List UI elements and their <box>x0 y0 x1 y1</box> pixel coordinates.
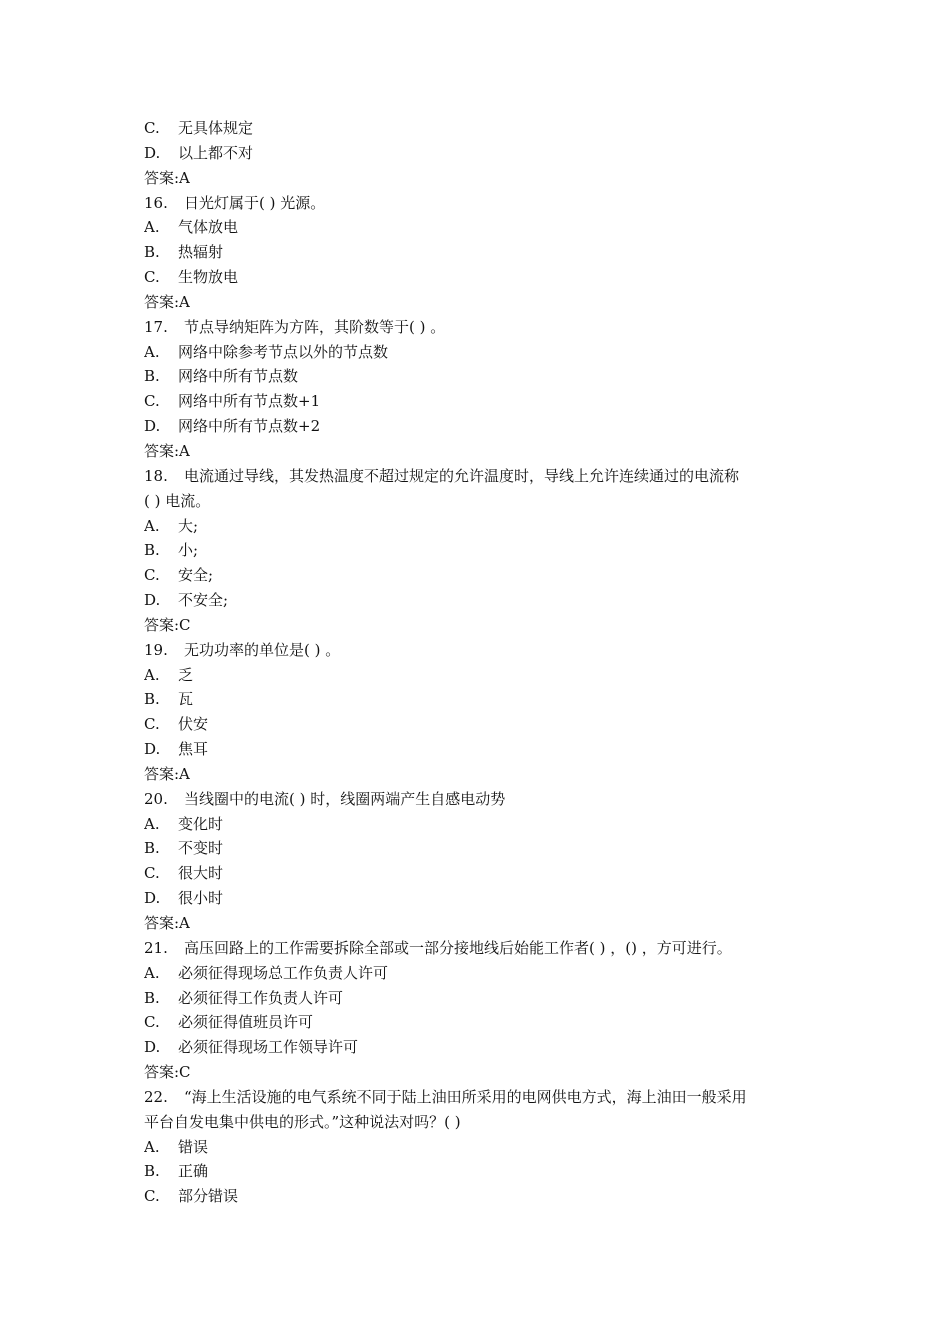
answer-option <box>144 141 824 166</box>
option-label: C. <box>144 392 160 411</box>
question-text: 电流通过导线，其发热温度不超过规定的允许温度时，导线上允许连续通过的电流称 <box>184 466 740 485</box>
option-label: C. <box>144 566 160 585</box>
answer-option <box>144 1035 824 1060</box>
option-text: 安全; <box>178 566 214 585</box>
answer-key: 答案:A <box>144 168 190 187</box>
question-text-continued: ( ) 电流。 <box>144 491 211 510</box>
option-label: D. <box>144 417 161 436</box>
answer-key: 答案:A <box>144 764 190 783</box>
question-text: 无功功率的单位是( ) 。 <box>184 640 341 659</box>
question-text: 高压回路上的工作需要拆除全部或一部分接地线后始能工作者( ) ，() ，方可进行。 <box>184 938 732 957</box>
option-text: 生物放电 <box>178 268 239 287</box>
question <box>144 1085 824 1110</box>
answer-option <box>144 812 824 837</box>
option-label: B. <box>144 1162 160 1181</box>
option-text: 热辐射 <box>178 243 224 262</box>
answer-key: 答案:C <box>144 615 191 634</box>
option-label: A. <box>144 665 160 684</box>
answer-option <box>144 861 824 886</box>
question-text: 节点导纳矩阵为方阵，其阶数等于( ) 。 <box>184 317 446 336</box>
answer-option <box>144 588 824 613</box>
question <box>144 191 824 216</box>
option-label: A. <box>144 1137 160 1156</box>
option-text: 乏 <box>178 665 194 684</box>
question-number: 22. <box>144 1087 168 1106</box>
document-page <box>144 116 824 1209</box>
option-text: 大; <box>178 516 199 535</box>
answer-option <box>144 538 824 563</box>
option-label: A. <box>144 516 160 535</box>
option-text: 网络中所有节点数+1 <box>178 392 321 411</box>
answer-option <box>144 836 824 861</box>
option-label: D. <box>144 1038 161 1057</box>
question <box>144 787 824 812</box>
option-label: B. <box>144 367 160 386</box>
answer-option <box>144 340 824 365</box>
option-text: 必须征得值班员许可 <box>178 1013 314 1032</box>
question-number: 17. <box>144 317 168 336</box>
option-text: 气体放电 <box>178 218 239 237</box>
option-label: B. <box>144 988 160 1007</box>
answer-option <box>144 265 824 290</box>
option-label: D. <box>144 740 161 759</box>
question-text-continued: 平台自发电集中供电的形式。”这种说法对吗？( ) <box>144 1112 461 1131</box>
option-label: C. <box>144 715 160 734</box>
option-text: 不安全; <box>178 591 229 610</box>
option-text: 无具体规定 <box>178 119 254 137</box>
option-label: C. <box>144 119 160 137</box>
answer-option <box>144 1184 824 1209</box>
option-text: 伏安 <box>178 715 209 734</box>
answer-option <box>144 514 824 539</box>
option-label: C. <box>144 864 160 883</box>
option-text: 必须征得现场总工作负责人许可 <box>178 963 389 982</box>
option-label: B. <box>144 243 160 262</box>
answer-option <box>144 389 824 414</box>
question <box>144 638 824 663</box>
option-label: D. <box>144 591 161 610</box>
option-text: 不变时 <box>178 839 224 858</box>
option-text: 网络中所有节点数 <box>178 367 299 386</box>
option-label: B. <box>144 541 160 560</box>
answer-option <box>144 240 824 265</box>
option-label: C. <box>144 268 160 287</box>
option-label: B. <box>144 690 160 709</box>
answer-key: 答案:A <box>144 292 190 311</box>
option-label: C. <box>144 1187 160 1206</box>
option-text: 以上都不对 <box>178 143 254 162</box>
answer-option <box>144 215 824 240</box>
option-text: 焦耳 <box>178 740 209 759</box>
question-number: 20. <box>144 789 168 808</box>
question-text: 当线圈中的电流( ) 时，线圈两端产生自感电动势 <box>184 789 506 808</box>
option-label: A. <box>144 814 160 833</box>
option-label: A. <box>144 218 160 237</box>
question <box>144 936 824 961</box>
question-number: 18. <box>144 466 168 485</box>
option-text: 很大时 <box>178 864 224 883</box>
option-text: 小; <box>178 541 199 560</box>
option-text: 错误 <box>178 1137 209 1156</box>
question-text: “海上生活设施的电气系统不同于陆上油田所采用的电网供电方式，海上油田一般采用 <box>184 1087 747 1106</box>
option-text: 很小时 <box>178 889 224 908</box>
option-text: 网络中除参考节点以外的节点数 <box>178 342 389 361</box>
question-number: 21. <box>144 938 168 957</box>
answer-option <box>144 1135 824 1160</box>
option-text: 瓦 <box>178 690 194 709</box>
question <box>144 464 824 489</box>
option-text: 正确 <box>178 1162 209 1181</box>
answer-option <box>144 712 824 737</box>
option-label: D. <box>144 143 161 162</box>
answer-option <box>144 1159 824 1184</box>
answer-option <box>144 961 824 986</box>
answer-key: 答案:A <box>144 914 190 932</box>
answer-option <box>144 563 824 588</box>
answer-key: 答案:C <box>144 1063 191 1082</box>
option-label: A. <box>144 342 160 361</box>
answer-option <box>144 687 824 712</box>
option-label: A. <box>144 963 160 982</box>
answer-option <box>144 663 824 688</box>
question <box>144 315 824 340</box>
question-number: 16. <box>144 193 168 212</box>
option-text: 网络中所有节点数+2 <box>178 417 321 436</box>
option-text: 部分错误 <box>178 1187 239 1206</box>
option-label: C. <box>144 1013 160 1032</box>
option-label: D. <box>144 889 161 908</box>
option-text: 必须征得工作负责人许可 <box>178 988 344 1007</box>
answer-option <box>144 116 824 141</box>
answer-key: 答案:A <box>144 441 190 460</box>
option-text: 变化时 <box>178 814 224 833</box>
option-label: B. <box>144 839 160 858</box>
answer-option <box>144 737 824 762</box>
answer-option <box>144 364 824 389</box>
answer-option <box>144 414 824 439</box>
answer-option <box>144 886 824 911</box>
answer-option <box>144 1010 824 1035</box>
question-number: 19. <box>144 640 168 659</box>
answer-option <box>144 986 824 1011</box>
question-text: 日光灯属于( ) 光源。 <box>184 193 326 212</box>
option-text: 必须征得现场工作领导许可 <box>178 1038 359 1057</box>
